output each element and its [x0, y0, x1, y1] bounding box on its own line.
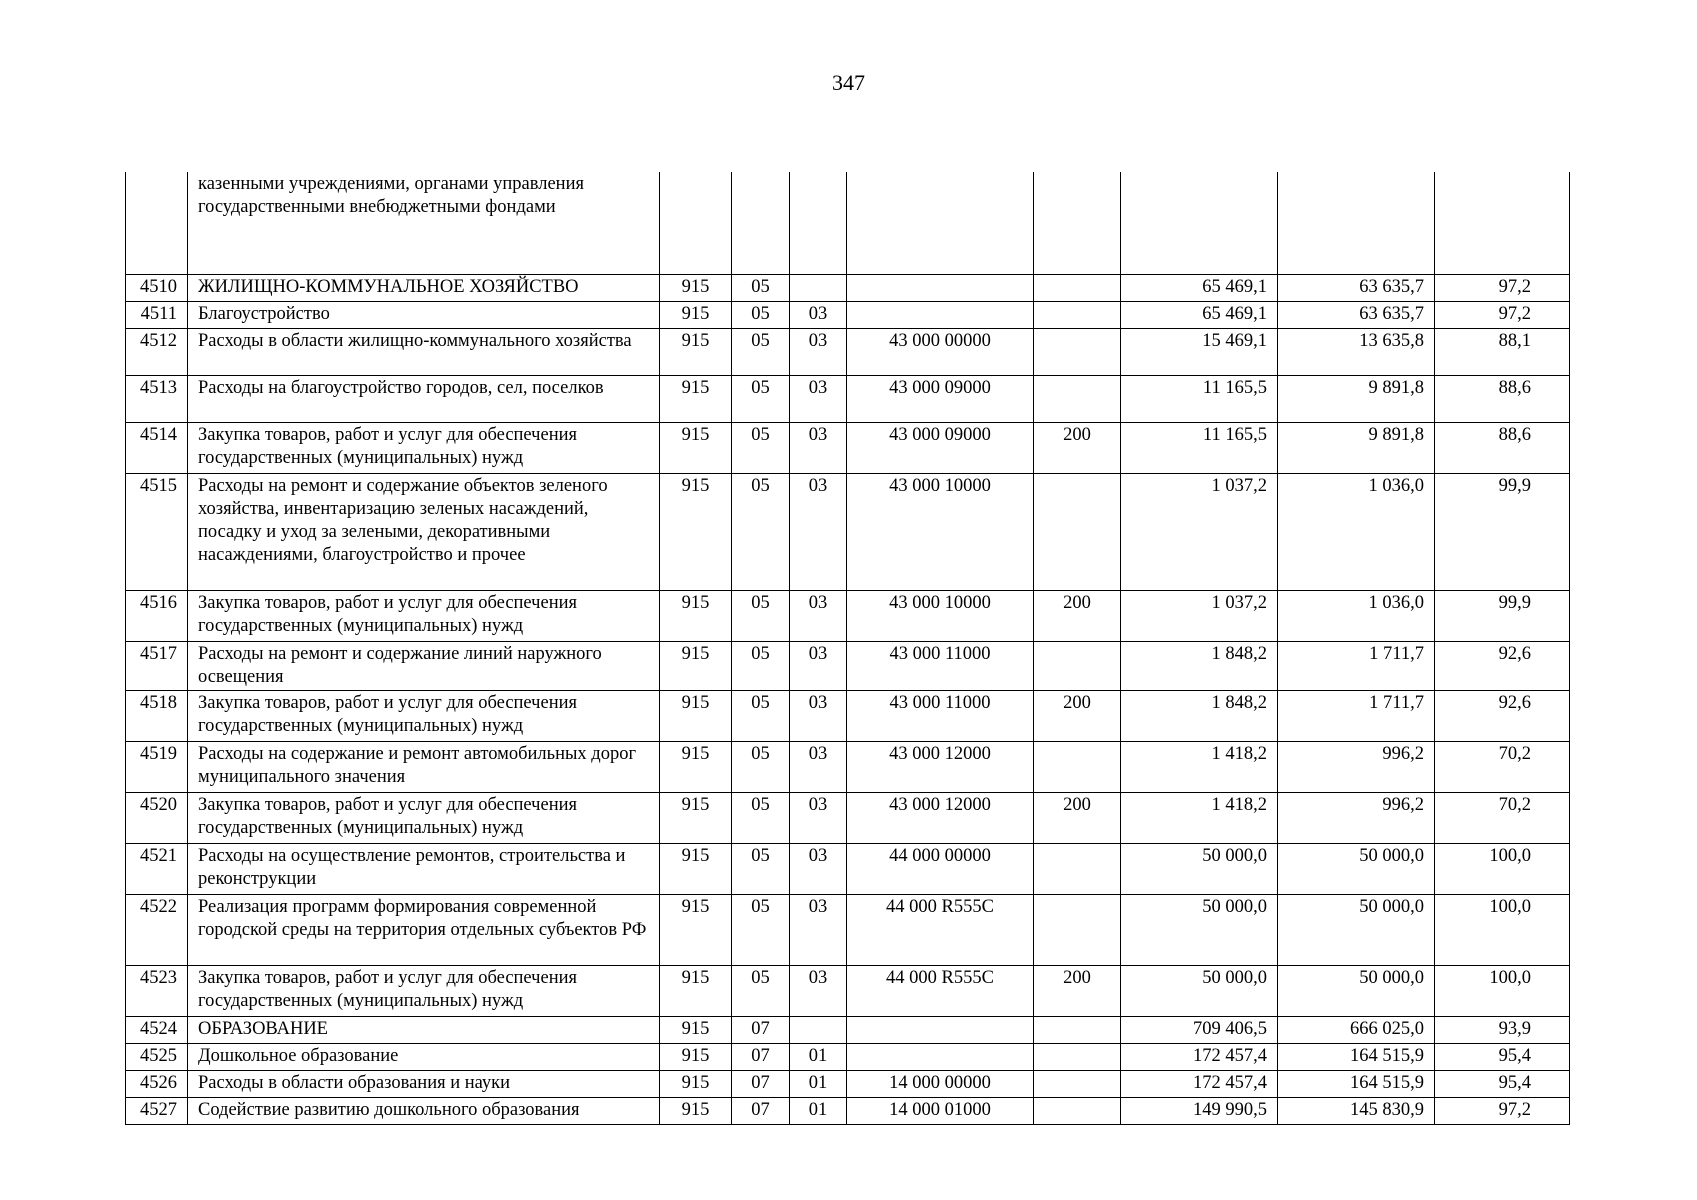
expense-type-code-cell: 200 — [1034, 690, 1121, 741]
table-row — [126, 894, 1570, 965]
page-number: 347 — [832, 70, 865, 95]
grbs-code-cell: 915 — [660, 422, 732, 473]
table-row — [126, 422, 1570, 473]
grbs-code-cell: 915 — [660, 690, 732, 741]
grbs-code-cell: 915 — [660, 301, 732, 328]
row-number-cell: 4517 — [126, 641, 188, 690]
table-row — [126, 1043, 1570, 1070]
section-code-cell: 07 — [732, 1097, 790, 1124]
expense-type-code-cell — [1034, 641, 1121, 690]
target-article-code-cell — [847, 1016, 1034, 1043]
planned-amount-cell: 709 406,5 — [1121, 1016, 1278, 1043]
section-code-cell: 07 — [732, 1043, 790, 1070]
expense-type-code-cell — [1034, 1070, 1121, 1097]
row-number-cell: 4526 — [126, 1070, 188, 1097]
grbs-code-cell: 915 — [660, 473, 732, 590]
table-row — [126, 843, 1570, 894]
execution-percent-cell: 93,9 — [1435, 1016, 1570, 1043]
actual-amount-cell: 1 036,0 — [1278, 590, 1435, 641]
planned-amount-cell: 1 037,2 — [1121, 473, 1278, 590]
table-row — [126, 473, 1570, 590]
subsection-code-cell — [790, 1016, 847, 1043]
expense-type-code-cell — [1034, 741, 1121, 792]
section-code-cell: 05 — [732, 422, 790, 473]
target-article-code-cell — [847, 301, 1034, 328]
target-article-code-cell: 44 000 00000 — [847, 843, 1034, 894]
execution-percent-cell: 97,2 — [1435, 274, 1570, 301]
subsection-code-cell: 03 — [790, 328, 847, 375]
section-code-cell: 05 — [732, 641, 790, 690]
subsection-code-cell: 03 — [790, 301, 847, 328]
expense-name-cell: Реализация программ формирования современной городской среды на территория отдельных субъектов РФ — [188, 894, 660, 965]
subsection-code-cell: 03 — [790, 375, 847, 422]
subsection-code-cell: 03 — [790, 690, 847, 741]
execution-percent-cell: 99,9 — [1435, 590, 1570, 641]
actual-amount-cell: 996,2 — [1278, 792, 1435, 843]
target-article-code-cell: 43 000 11000 — [847, 690, 1034, 741]
actual-amount-cell: 9 891,8 — [1278, 375, 1435, 422]
subsection-code-cell: 01 — [790, 1043, 847, 1070]
section-code-cell — [732, 172, 790, 274]
table-row — [126, 274, 1570, 301]
grbs-code-cell: 915 — [660, 792, 732, 843]
target-article-code-cell: 14 000 00000 — [847, 1070, 1034, 1097]
planned-amount-cell: 11 165,5 — [1121, 422, 1278, 473]
expense-name-cell: Расходы на ремонт и содержание линий наружного освещения — [188, 641, 660, 690]
table-row — [126, 792, 1570, 843]
planned-amount-cell: 1 418,2 — [1121, 792, 1278, 843]
subsection-code-cell: 03 — [790, 641, 847, 690]
grbs-code-cell: 915 — [660, 328, 732, 375]
expense-type-code-cell: 200 — [1034, 590, 1121, 641]
planned-amount-cell: 11 165,5 — [1121, 375, 1278, 422]
expense-type-code-cell — [1034, 894, 1121, 965]
execution-percent-cell: 100,0 — [1435, 843, 1570, 894]
target-article-code-cell: 43 000 09000 — [847, 375, 1034, 422]
table-row — [126, 1016, 1570, 1043]
expense-type-code-cell: 200 — [1034, 965, 1121, 1016]
actual-amount-cell — [1278, 172, 1435, 274]
actual-amount-cell: 50 000,0 — [1278, 894, 1435, 965]
expense-name-cell: Закупка товаров, работ и услуг для обеспечения государственных (муниципальных) нужд — [188, 792, 660, 843]
planned-amount-cell: 65 469,1 — [1121, 301, 1278, 328]
table-row — [126, 328, 1570, 375]
target-article-code-cell: 43 000 12000 — [847, 741, 1034, 792]
expense-type-code-cell — [1034, 301, 1121, 328]
actual-amount-cell: 63 635,7 — [1278, 301, 1435, 328]
expense-name-cell: Закупка товаров, работ и услуг для обеспечения государственных (муниципальных) нужд — [188, 690, 660, 741]
planned-amount-cell — [1121, 172, 1278, 274]
execution-percent-cell: 95,4 — [1435, 1043, 1570, 1070]
actual-amount-cell: 996,2 — [1278, 741, 1435, 792]
planned-amount-cell: 1 848,2 — [1121, 641, 1278, 690]
actual-amount-cell: 164 515,9 — [1278, 1043, 1435, 1070]
target-article-code-cell: 14 000 01000 — [847, 1097, 1034, 1124]
row-number-cell: 4525 — [126, 1043, 188, 1070]
subsection-code-cell — [790, 274, 847, 301]
expense-type-code-cell — [1034, 1097, 1121, 1124]
expense-type-code-cell — [1034, 1043, 1121, 1070]
subsection-code-cell: 03 — [790, 741, 847, 792]
subsection-code-cell: 03 — [790, 473, 847, 590]
table-row — [126, 590, 1570, 641]
expense-name-cell: ЖИЛИЩНО-КОММУНАЛЬНОЕ ХОЗЯЙСТВО — [188, 274, 660, 301]
grbs-code-cell: 915 — [660, 965, 732, 1016]
execution-percent-cell: 88,6 — [1435, 422, 1570, 473]
row-number-cell: 4524 — [126, 1016, 188, 1043]
grbs-code-cell: 915 — [660, 590, 732, 641]
row-number-cell: 4513 — [126, 375, 188, 422]
table-row — [126, 690, 1570, 741]
actual-amount-cell: 1 711,7 — [1278, 641, 1435, 690]
expense-name-cell: Расходы на осуществление ремонтов, строительства и реконструкции — [188, 843, 660, 894]
expense-type-code-cell — [1034, 274, 1121, 301]
row-number-cell: 4527 — [126, 1097, 188, 1124]
row-number-cell: 4523 — [126, 965, 188, 1016]
target-article-code-cell: 43 000 12000 — [847, 792, 1034, 843]
subsection-code-cell: 03 — [790, 965, 847, 1016]
execution-percent-cell: 99,9 — [1435, 473, 1570, 590]
table-row — [126, 301, 1570, 328]
grbs-code-cell — [660, 172, 732, 274]
grbs-code-cell: 915 — [660, 1016, 732, 1043]
target-article-code-cell — [847, 1043, 1034, 1070]
section-code-cell: 05 — [732, 965, 790, 1016]
planned-amount-cell: 15 469,1 — [1121, 328, 1278, 375]
grbs-code-cell: 915 — [660, 1043, 732, 1070]
table-row — [126, 1070, 1570, 1097]
target-article-code-cell: 43 000 00000 — [847, 328, 1034, 375]
row-number-cell: 4519 — [126, 741, 188, 792]
row-number-cell: 4521 — [126, 843, 188, 894]
row-number-cell: 4515 — [126, 473, 188, 590]
actual-amount-cell: 666 025,0 — [1278, 1016, 1435, 1043]
target-article-code-cell: 43 000 11000 — [847, 641, 1034, 690]
row-number-cell: 4511 — [126, 301, 188, 328]
execution-percent-cell: 88,6 — [1435, 375, 1570, 422]
execution-percent-cell: 92,6 — [1435, 641, 1570, 690]
section-code-cell: 05 — [732, 741, 790, 792]
subsection-code-cell: 03 — [790, 792, 847, 843]
row-number-cell: 4522 — [126, 894, 188, 965]
actual-amount-cell: 1 036,0 — [1278, 473, 1435, 590]
grbs-code-cell: 915 — [660, 274, 732, 301]
actual-amount-cell: 50 000,0 — [1278, 965, 1435, 1016]
execution-percent-cell: 100,0 — [1435, 965, 1570, 1016]
section-code-cell: 05 — [732, 690, 790, 741]
section-code-cell: 05 — [732, 274, 790, 301]
execution-percent-cell: 95,4 — [1435, 1070, 1570, 1097]
target-article-code-cell: 44 000 R555C — [847, 894, 1034, 965]
actual-amount-cell: 63 635,7 — [1278, 274, 1435, 301]
row-number-cell: 4520 — [126, 792, 188, 843]
grbs-code-cell: 915 — [660, 1097, 732, 1124]
row-number-cell: 4510 — [126, 274, 188, 301]
planned-amount-cell: 65 469,1 — [1121, 274, 1278, 301]
expense-name-cell: Расходы в области образования и науки — [188, 1070, 660, 1097]
execution-percent-cell: 97,2 — [1435, 1097, 1570, 1124]
section-code-cell: 05 — [732, 473, 790, 590]
planned-amount-cell: 149 990,5 — [1121, 1097, 1278, 1124]
expense-name-cell: Закупка товаров, работ и услуг для обеспечения государственных (муниципальных) нужд — [188, 590, 660, 641]
row-number-cell — [126, 172, 188, 274]
expense-type-code-cell — [1034, 843, 1121, 894]
planned-amount-cell: 172 457,4 — [1121, 1043, 1278, 1070]
table-row — [126, 172, 1570, 274]
planned-amount-cell: 172 457,4 — [1121, 1070, 1278, 1097]
expense-type-code-cell: 200 — [1034, 422, 1121, 473]
expense-name-cell: Дошкольное образование — [188, 1043, 660, 1070]
section-code-cell: 07 — [732, 1016, 790, 1043]
subsection-code-cell — [790, 172, 847, 274]
expense-type-code-cell — [1034, 328, 1121, 375]
table-row — [126, 741, 1570, 792]
target-article-code-cell: 43 000 10000 — [847, 590, 1034, 641]
planned-amount-cell: 1 848,2 — [1121, 690, 1278, 741]
subsection-code-cell: 03 — [790, 843, 847, 894]
subsection-code-cell: 03 — [790, 894, 847, 965]
expense-type-code-cell: 200 — [1034, 792, 1121, 843]
table-row — [126, 1097, 1570, 1124]
grbs-code-cell: 915 — [660, 1070, 732, 1097]
grbs-code-cell: 915 — [660, 641, 732, 690]
target-article-code-cell: 43 000 10000 — [847, 473, 1034, 590]
table-row — [126, 375, 1570, 422]
row-number-cell: 4512 — [126, 328, 188, 375]
expense-name-cell: Расходы в области жилищно-коммунального хозяйства — [188, 328, 660, 375]
target-article-code-cell: 44 000 R555C — [847, 965, 1034, 1016]
planned-amount-cell: 1 037,2 — [1121, 590, 1278, 641]
expense-name-cell: Содействие развитию дошкольного образования — [188, 1097, 660, 1124]
actual-amount-cell: 50 000,0 — [1278, 843, 1435, 894]
expense-name-cell: Расходы на ремонт и содержание объектов зеленого хозяйства, инвентаризацию зеленых насаждений, посадку и уход за зелеными, декоративными насаждениями, благоустройство и прочее — [188, 473, 660, 590]
section-code-cell: 05 — [732, 375, 790, 422]
subsection-code-cell: 03 — [790, 422, 847, 473]
expense-type-code-cell — [1034, 375, 1121, 422]
target-article-code-cell: 43 000 09000 — [847, 422, 1034, 473]
target-article-code-cell — [847, 172, 1034, 274]
grbs-code-cell: 915 — [660, 894, 732, 965]
planned-amount-cell: 1 418,2 — [1121, 741, 1278, 792]
execution-percent-cell: 70,2 — [1435, 792, 1570, 843]
row-number-cell: 4518 — [126, 690, 188, 741]
planned-amount-cell: 50 000,0 — [1121, 965, 1278, 1016]
expense-name-cell: казенными учреждениями, органами управления государственными внебюджетными фондами — [188, 172, 660, 274]
execution-percent-cell: 70,2 — [1435, 741, 1570, 792]
section-code-cell: 05 — [732, 792, 790, 843]
expense-name-cell: Расходы на содержание и ремонт автомобильных дорог муниципального значения — [188, 741, 660, 792]
section-code-cell: 05 — [732, 301, 790, 328]
execution-percent-cell: 97,2 — [1435, 301, 1570, 328]
subsection-code-cell: 03 — [790, 590, 847, 641]
actual-amount-cell: 9 891,8 — [1278, 422, 1435, 473]
execution-percent-cell — [1435, 172, 1570, 274]
grbs-code-cell: 915 — [660, 843, 732, 894]
expense-type-code-cell — [1034, 473, 1121, 590]
section-code-cell: 05 — [732, 328, 790, 375]
subsection-code-cell: 01 — [790, 1070, 847, 1097]
grbs-code-cell: 915 — [660, 741, 732, 792]
row-number-cell: 4516 — [126, 590, 188, 641]
subsection-code-cell: 01 — [790, 1097, 847, 1124]
grbs-code-cell: 915 — [660, 375, 732, 422]
table-row — [126, 641, 1570, 690]
expense-name-cell: Расходы на благоустройство городов, сел, поселков — [188, 375, 660, 422]
planned-amount-cell: 50 000,0 — [1121, 894, 1278, 965]
actual-amount-cell: 1 711,7 — [1278, 690, 1435, 741]
section-code-cell: 05 — [732, 894, 790, 965]
target-article-code-cell — [847, 274, 1034, 301]
section-code-cell: 05 — [732, 843, 790, 894]
table-body — [126, 172, 1570, 1124]
execution-percent-cell: 88,1 — [1435, 328, 1570, 375]
execution-percent-cell: 100,0 — [1435, 894, 1570, 965]
actual-amount-cell: 164 515,9 — [1278, 1070, 1435, 1097]
expense-type-code-cell — [1034, 172, 1121, 274]
section-code-cell: 07 — [732, 1070, 790, 1097]
budget-table — [125, 172, 1570, 1125]
planned-amount-cell: 50 000,0 — [1121, 843, 1278, 894]
expense-name-cell: Благоустройство — [188, 301, 660, 328]
actual-amount-cell: 13 635,8 — [1278, 328, 1435, 375]
section-code-cell: 05 — [732, 590, 790, 641]
expense-type-code-cell — [1034, 1016, 1121, 1043]
execution-percent-cell: 92,6 — [1435, 690, 1570, 741]
expense-name-cell: ОБРАЗОВАНИЕ — [188, 1016, 660, 1043]
expense-name-cell: Закупка товаров, работ и услуг для обеспечения государственных (муниципальных) нужд — [188, 422, 660, 473]
table-row — [126, 965, 1570, 1016]
row-number-cell: 4514 — [126, 422, 188, 473]
actual-amount-cell: 145 830,9 — [1278, 1097, 1435, 1124]
expense-name-cell: Закупка товаров, работ и услуг для обеспечения государственных (муниципальных) нужд — [188, 965, 660, 1016]
